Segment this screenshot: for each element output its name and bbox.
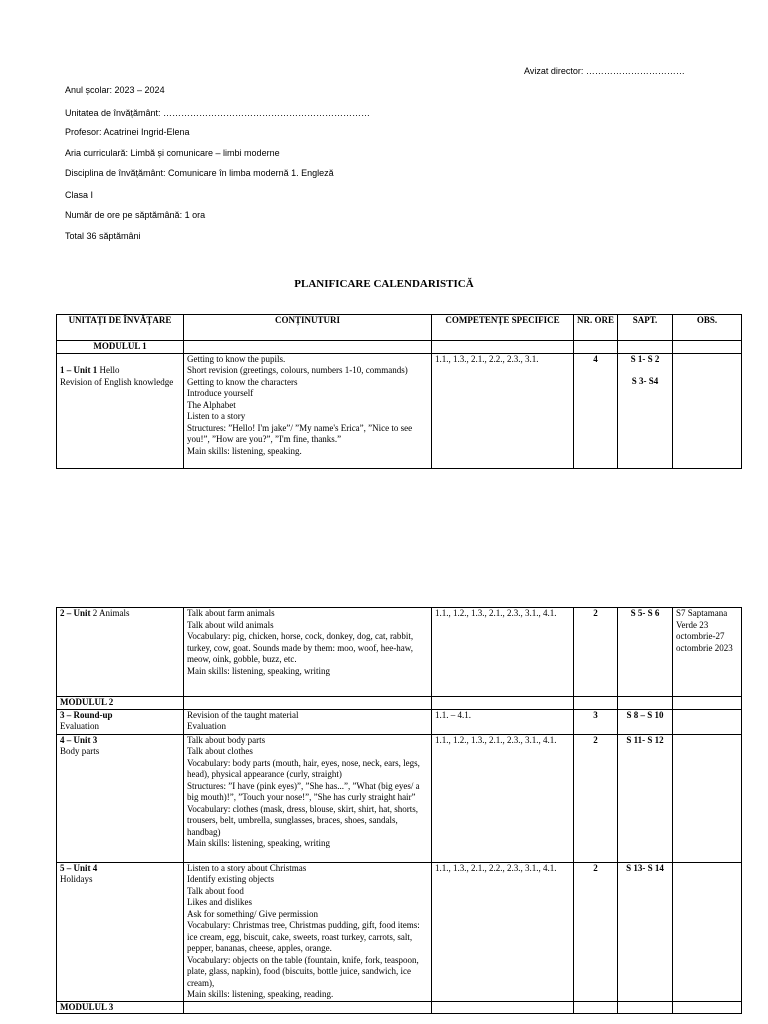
unit-subtitle: Body parts bbox=[60, 746, 100, 756]
competences-cell: 1.1., 1.2., 1.3., 2.1., 2.3., 3.1., 4.1. bbox=[432, 608, 574, 697]
competences-cell: 1.1., 1.2., 1.3., 2.1., 2.3., 3.1., 4.1. bbox=[432, 734, 574, 862]
hours-cell: 2 bbox=[574, 734, 618, 862]
unit-number: 4 – Unit 3 bbox=[60, 734, 98, 745]
content-line: Talk about body parts bbox=[187, 734, 266, 745]
weeks-range: S 1- S 2 bbox=[630, 353, 660, 364]
planning-table-part2 bbox=[56, 607, 742, 1014]
content-cell bbox=[184, 734, 432, 862]
col-header-weeks: SAPT. bbox=[618, 315, 673, 341]
content-cell bbox=[184, 353, 432, 468]
obs-cell bbox=[673, 709, 742, 734]
unit-cell bbox=[57, 608, 184, 697]
unit-cell bbox=[57, 353, 184, 468]
content-line: Vocabulary: clothes (mask, dress, blouse, skirt, shirt, hat, shorts, trousers, belt, umbrella, sunglasses, braces, shoes, sandals, handbag) bbox=[187, 803, 419, 837]
module-label: MODULUL 2 bbox=[57, 697, 184, 710]
unit-name: Hello bbox=[99, 365, 120, 375]
content-line: Vocabulary: pig, chicken, horse, cock, donkey, dog, cat, rabbit, turkey, cow, goat. Sounds made by them: moo, woof, hee-haw, meow, oink, gobble, buzz, etc. bbox=[187, 631, 414, 664]
content-line: Short revision (greetings, colours, numbers 1-10, commands) bbox=[187, 365, 408, 375]
table-row bbox=[57, 709, 742, 734]
content-line: Main skills: listening, speaking, reading. bbox=[187, 989, 334, 999]
content-line: The Alphabet bbox=[187, 399, 236, 410]
content-line: Ask for something/ Give permission bbox=[187, 908, 318, 919]
hours-cell: 4 bbox=[574, 353, 618, 468]
content-line: Listen to a story bbox=[187, 411, 246, 421]
content-line: Introduce yourself bbox=[187, 388, 254, 398]
hours-cell: 3 bbox=[574, 709, 618, 734]
col-header-content: CONȚINUTURI bbox=[184, 315, 432, 341]
module-label: MODULUL 1 bbox=[57, 341, 184, 354]
col-header-obs: OBS. bbox=[673, 315, 742, 341]
competences-cell: 1.1. – 4.1. bbox=[432, 709, 574, 734]
school-year: Anul școlar: 2023 – 2024 bbox=[65, 85, 165, 95]
content-line: Vocabulary: objects on the table (fountain, knife, fork, teaspoon, plate, glass, napkin), food (biscuits, bottle juice, sandwich, ice cream), bbox=[187, 954, 419, 988]
weeks-cell: S 8 – S 10 bbox=[618, 709, 673, 734]
unit-number: 1 – Unit 1 bbox=[60, 365, 98, 375]
table-row bbox=[57, 353, 742, 468]
content-cell bbox=[184, 862, 432, 1001]
content-line: Vocabulary: Christmas tree, Christmas pudding, gift, food items: ice cream, egg, biscuit, cake, sweets, roast turkey, carrots, salt, pepper, bananas, cheese, apples, orange. bbox=[187, 920, 420, 953]
content-line: Structures: ”I have (pink eyes)”, ”She has...”, ”What (big eyes/ a big mouth)!”, ”Touch your nose!”, ”She has curly straight hair” bbox=[187, 780, 420, 802]
content-line: Likes and dislikes bbox=[187, 897, 252, 907]
unit-subtitle: Holidays bbox=[60, 874, 93, 884]
content-line: Talk about clothes bbox=[187, 746, 253, 756]
content-line: Main skills: listening, speaking, writing bbox=[187, 665, 330, 676]
obs-cell bbox=[673, 734, 742, 862]
weeks-cell: S 13- S 14 bbox=[618, 862, 673, 1001]
content-line: Talk about wild animals bbox=[187, 619, 274, 630]
competences-cell: 1.1., 1.3., 2.1., 2.2., 2.3., 3.1. bbox=[432, 353, 574, 468]
content-line: Main skills: listening, speaking. bbox=[187, 445, 302, 456]
obs-cell bbox=[673, 862, 742, 1001]
content-line: Evaluation bbox=[187, 721, 226, 731]
content-line: Listen to a story about Christmas bbox=[187, 862, 307, 873]
module-label: MODULUL 3 bbox=[57, 1001, 184, 1014]
hours-cell: 2 bbox=[574, 608, 618, 697]
curricular-area: Aria curriculară: Limbă și comunicare – limbi moderne bbox=[65, 148, 280, 158]
hours-cell: 2 bbox=[574, 862, 618, 1001]
module-row bbox=[57, 1001, 742, 1014]
class: Clasa I bbox=[65, 190, 94, 200]
content-line: Identify existing objects bbox=[187, 874, 274, 884]
content-line: Getting to know the characters bbox=[187, 376, 298, 387]
page-title: PLANIFICARE CALENDARISTICĂ bbox=[294, 278, 474, 290]
content-line: Structures: ”Hello! I'm jake”/ ”My name's Erica”, ”Nice to see you!”, ”How are you?”, ”I'm fine, thanks.” bbox=[187, 422, 413, 444]
col-header-competences: COMPETENȚE SPECIFICE bbox=[432, 315, 574, 341]
unit-cell bbox=[57, 734, 184, 862]
unit-subtitle: Revision of English knowledge bbox=[60, 376, 174, 387]
competences-cell: 1.1., 1.3., 2.1., 2.2., 2.3., 3.1., 4.1. bbox=[432, 862, 574, 1001]
weeks-cell: S 5- S 6 bbox=[618, 608, 673, 697]
planning-table-part1 bbox=[56, 314, 742, 469]
unit-cell bbox=[57, 709, 184, 734]
unit-number: 2 – Unit bbox=[60, 608, 91, 618]
module-row bbox=[57, 697, 742, 710]
content-cell bbox=[184, 608, 432, 697]
col-header-units: UNITAȚI DE ÎNVĂȚARE bbox=[57, 315, 184, 341]
table-row bbox=[57, 862, 742, 1001]
table-row bbox=[57, 608, 742, 697]
content-line: Talk about food bbox=[187, 885, 244, 896]
unit-number: 5 – Unit 4 bbox=[60, 862, 98, 873]
content-cell bbox=[184, 709, 432, 734]
subject: Disciplina de învățământ: Comunicare în limba modernă 1. Engleză bbox=[65, 168, 334, 178]
school-unit: Unitatea de învățământ: …………………………………………………………… bbox=[65, 108, 371, 118]
unit-name: 2 Animals bbox=[92, 608, 130, 618]
director-approval: Avizat director: …………………………… bbox=[524, 66, 685, 76]
teacher: Profesor: Acatrinei Ingrid-Elena bbox=[65, 127, 190, 137]
table-row bbox=[57, 734, 742, 862]
unit-cell bbox=[57, 862, 184, 1001]
weeks-cell: S 11- S 12 bbox=[618, 734, 673, 862]
weeks-cell bbox=[618, 353, 673, 468]
total-weeks: Total 36 săptămâni bbox=[65, 231, 141, 241]
unit-number: 3 – Round-up bbox=[60, 709, 113, 720]
content-line: Vocabulary: body parts (mouth, hair, eyes, nose, neck, ears, legs, head), physical appearance (curly, straight) bbox=[187, 757, 420, 779]
obs-cell: S7 Saptamana Verde 23 octombrie-27 octombrie 2023 bbox=[673, 608, 742, 697]
hours-per-week: Număr de ore pe săptămână: 1 ora bbox=[65, 210, 206, 220]
obs-cell bbox=[673, 353, 742, 468]
content-line: Revision of the taught material bbox=[187, 709, 299, 720]
table-header-row bbox=[57, 315, 742, 341]
content-line: Main skills: listening, speaking, writing bbox=[187, 838, 330, 848]
weeks-range: S 3- S4 bbox=[631, 376, 659, 386]
content-line: Getting to know the pupils. bbox=[187, 353, 286, 364]
module-row bbox=[57, 341, 742, 354]
unit-subtitle: Evaluation bbox=[60, 721, 99, 731]
col-header-hours: NR. ORE bbox=[574, 315, 618, 341]
content-line: Talk about farm animals bbox=[187, 608, 275, 618]
